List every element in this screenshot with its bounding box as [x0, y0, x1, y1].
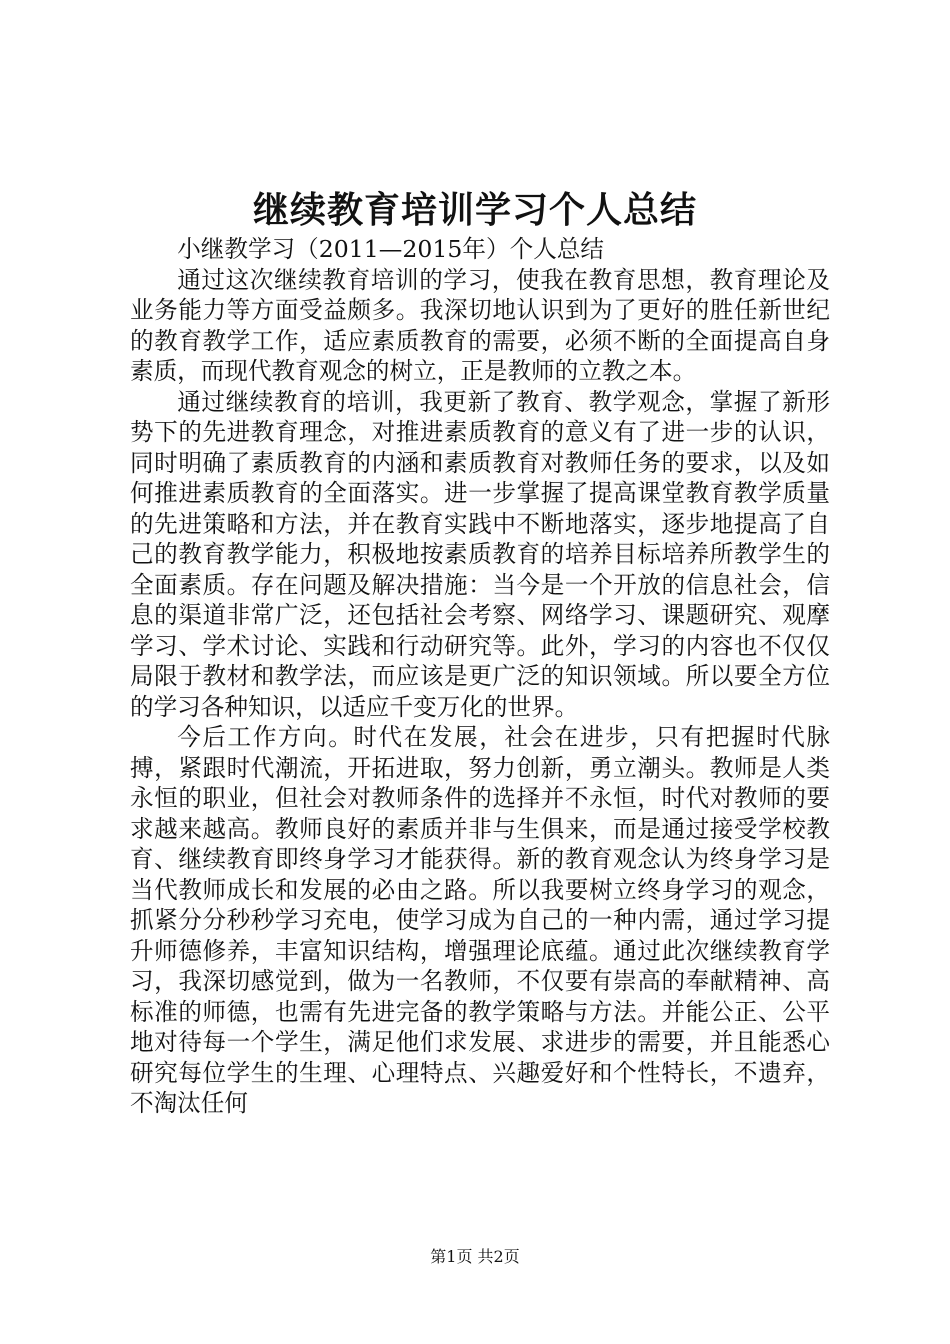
page-footer: 第1页 共2页	[430, 1247, 520, 1266]
body-paragraph: 通过继续教育的培训，我更新了教育、教学观念，掌握了新形势下的先进教育理念，对推进素质教育的意义有了进一步的认识，同时明确了素质教育的内涵和素质教育对教师任务的要求，以及如何推进素质教育的全面落实。进一步掌握了提高课堂教育教学质量的先进策略和方法，并在教育实践中不断地落实，逐步地提高了自己的教育教学能力，积极地按素质教育的培养目标培养所教学生的全面素质。存在问题及解决措施：当今是一个开放的信息社会，信息的渠道非常广泛，还包括社会考察、网络学习、课题研究、观摩学习、学术讨论、实践和行动研究等。此外，学习的内容也不仅仅局限于教材和教学法，而应该是更广泛的知识领域。所以要全方位的学习各种知识，以适应千变万化的世界。	[130, 387, 830, 721]
document-subtitle: 小继教学习（2011—2015年）个人总结	[177, 235, 604, 263]
body-paragraph: 通过这次继续教育培训的学习，使我在教育思想，教育理论及业务能力等方面受益颇多。我深切地认识到为了更好的胜任新世纪的教育教学工作，适应素质教育的需要，必须不断的全面提高自身素质，而现代教育观念的树立，正是教师的立教之本。	[130, 265, 830, 385]
document-title: 继续教育培训学习个人总结	[252, 189, 697, 231]
body-paragraph: 今后工作方向。时代在发展，社会在进步，只有把握时代脉搏，紧跟时代潮流，开拓进取，努力创新，勇立潮头。教师是人类永恒的职业，但社会对教师条件的选择并不永恒，时代对教师的要求越来越高。教师良好的素质并非与生俱来，而是通过接受学校教育、继续教育即终身学习才能获得。新的教育观念认为终身学习是当代教师成长和发展的必由之路。所以我要树立终身学习的观念，抓紧分分秒秒学习充电，使学习成为自己的一种内需，通过学习提升师德修养，丰富知识结构，增强理论底蕴。通过此次继续教育学习，我深切感觉到，做为一名教师，不仅要有崇高的奉献精神、高标准的师德，也需有先进完备的教学策略与方法。并能公正、公平地对待每一个学生，满足他们求发展、求进步的需要，并且能悉心研究每位学生的生理、心理特点、兴趣爱好和个性特长，不遗弃，不淘汰任何	[130, 723, 830, 1117]
document-body	[130, 234, 830, 1119]
